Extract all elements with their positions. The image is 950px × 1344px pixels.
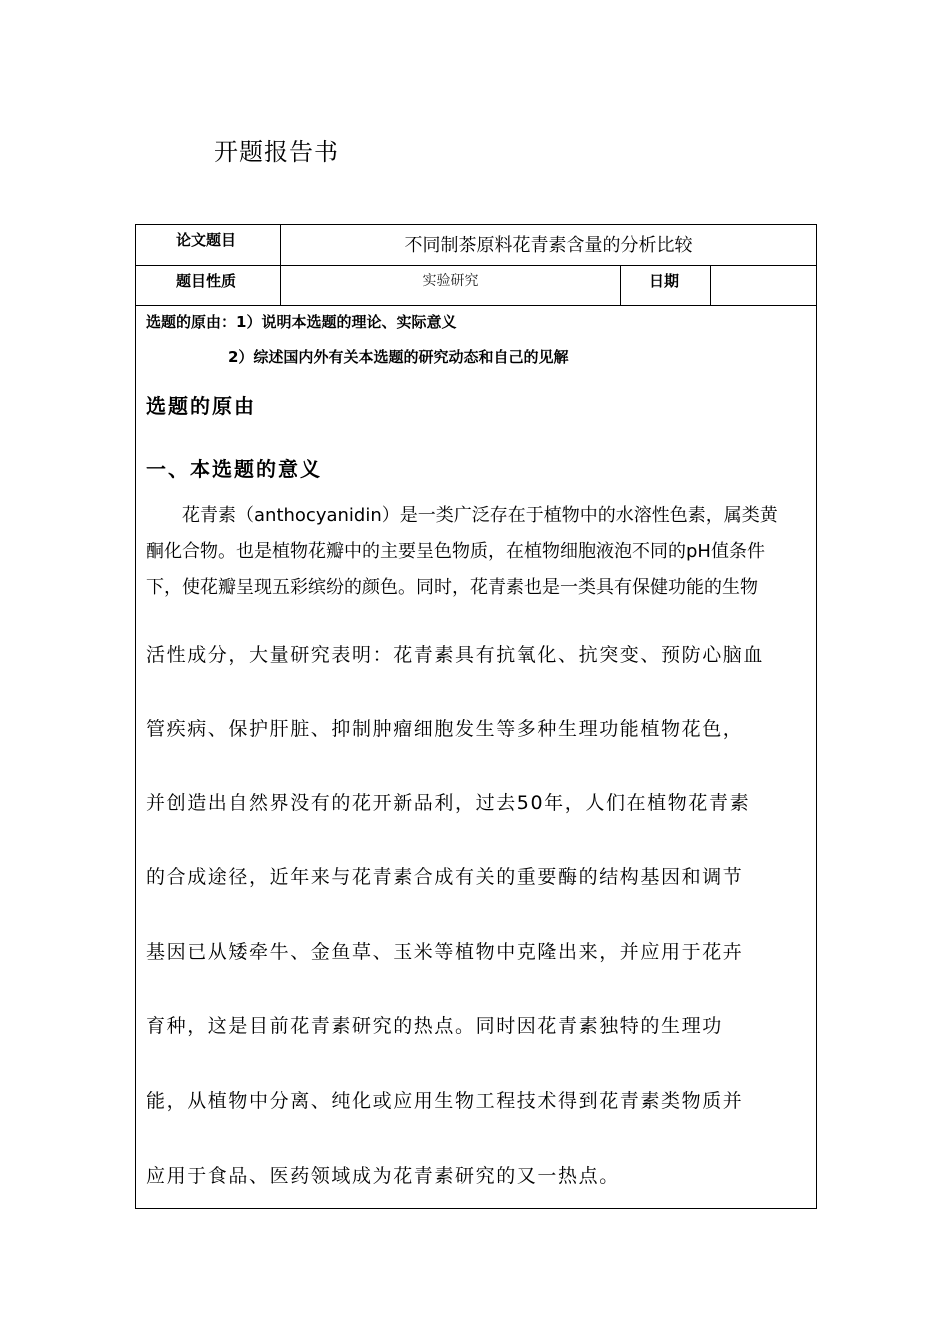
nature-label: 题目性质 <box>176 272 237 290</box>
date-label-cell <box>620 266 710 305</box>
paragraph-line: 活性成分，大量研究表明：花青素具有抗氧化、抗突变、预防心脑血 <box>146 644 765 666</box>
topic-row <box>136 225 816 266</box>
topic-label: 论文题目 <box>176 231 237 249</box>
nature-row <box>136 266 816 306</box>
topic-value: 不同制茶原料花青素含量的分析比较 <box>404 235 693 256</box>
section-heading-significance: 一、本选题的意义 <box>146 457 322 481</box>
nature-label-cell <box>136 266 280 305</box>
paragraph-line: 花青素（anthocyanidin）是一类广泛存在于植物中的水溶性色素，属类黄 <box>146 505 778 526</box>
prompt-line-1: 选题的原由：1）说明本选题的理论、实际意义 <box>146 313 457 331</box>
paragraph-line: 的合成途径，近年来与花青素合成有关的重要酶的结构基因和调节 <box>146 866 744 888</box>
rationale-section <box>136 306 816 1208</box>
paragraph-line: 并创造出自然界没有的花开新品利，过去50年，人们在植物花青素 <box>146 792 751 814</box>
paragraph-line: 酮化合物。也是植物花瓣中的主要呈色物质，在植物细胞液泡不同的pH值条件 <box>146 541 765 562</box>
paragraph-line: 育种，这是目前花青素研究的热点。同时因花青素独特的生理功 <box>146 1015 723 1037</box>
section-heading-rationale: 选题的原由 <box>146 394 256 418</box>
nature-value: 实验研究 <box>422 273 479 289</box>
document-title: 开题报告书 <box>214 138 339 166</box>
proposal-form-table <box>135 224 817 1209</box>
paragraph-line: 下，使花瓣呈现五彩缤纷的颜色。同时，花青素也是一类具有保健功能的生物 <box>146 577 758 598</box>
paragraph-line: 能，从植物中分离、纯化或应用生物工程技术得到花青素类物质并 <box>146 1090 744 1112</box>
prompt-line-2: 2）综述国内外有关本选题的研究动态和自己的见解 <box>228 348 569 366</box>
paragraph-line: 基因已从矮牵牛、金鱼草、玉米等植物中克隆出来，并应用于花卉 <box>146 941 744 963</box>
topic-value-cell <box>280 225 816 265</box>
topic-label-cell <box>136 225 280 265</box>
paragraph-line: 管疾病、保护肝脏、抑制肿瘤细胞发生等多种生理功能植物花色， <box>146 718 744 740</box>
paragraph-line: 应用于食品、医药领域成为花青素研究的又一热点。 <box>146 1165 620 1187</box>
date-value-cell[interactable] <box>710 266 816 305</box>
nature-value-cell <box>280 266 620 305</box>
date-label: 日期 <box>649 272 680 290</box>
